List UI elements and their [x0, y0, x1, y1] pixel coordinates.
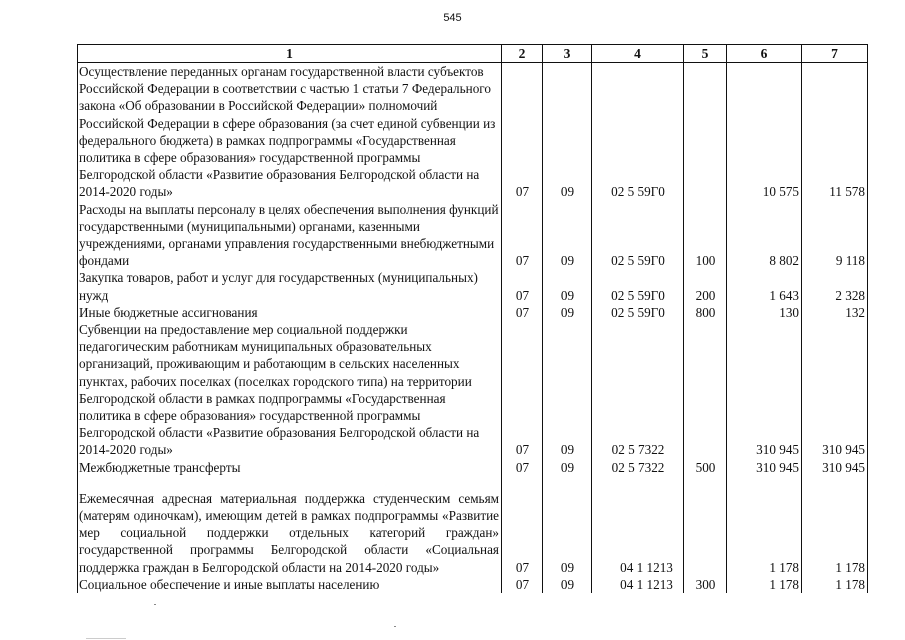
table-row [78, 576, 868, 593]
subsection-code: 09 [543, 576, 592, 593]
table-row [78, 201, 868, 270]
col-header-3: 3 [543, 45, 592, 63]
spacer-cell [802, 476, 868, 490]
expense-type-code: 500 [684, 459, 727, 476]
col-header-7: 7 [802, 45, 868, 63]
spacer-cell [78, 476, 502, 490]
expense-type-code: 300 [684, 576, 727, 593]
expense-type-code [684, 490, 727, 576]
section-code: 07 [502, 321, 543, 459]
spacer-row [78, 476, 868, 490]
target-article-code: 02 5 7322 [592, 459, 684, 476]
amount-year-2: 1 178 [802, 490, 868, 576]
amount-year-2: 11 578 [802, 63, 868, 201]
section-code: 07 [502, 490, 543, 576]
row-description: Расходы на выплаты персоналу в целях обеспечения выполнения функций государственными (муниципальными) органами, казенными учреждениями, органами управления государственными внебюджетными фондами [78, 201, 502, 270]
target-article-code: 02 5 7322 [592, 321, 684, 459]
amount-year-1: 8 802 [727, 201, 802, 270]
subsection-code: 09 [543, 304, 592, 321]
section-code: 07 [502, 201, 543, 270]
expense-type-code: 200 [684, 269, 727, 303]
subsection-code: 09 [543, 490, 592, 576]
spacer-cell [684, 476, 727, 490]
subsection-code: 09 [543, 321, 592, 459]
table-row [78, 490, 868, 576]
section-code: 07 [502, 459, 543, 476]
amount-year-2: 132 [802, 304, 868, 321]
row-description: Субвенции на предоставление мер социальной поддержки педагогическим работникам муниципальных образовательных организаций, проживающим и работающим в сельских населенных пунктах, рабочих поселках (поселках городского типа) на территории Белгородской области в рамках подпрограммы «Государственная политика в сфере образования» государственной программы Белгородской области «Развитие образования Белгородской области на 2014-2020 годы» [78, 321, 502, 459]
spacer-cell [543, 476, 592, 490]
amount-year-2: 1 178 [802, 576, 868, 593]
spacer-cell [592, 476, 684, 490]
page-number: 545 [443, 12, 462, 24]
spacer-cell [727, 476, 802, 490]
scan-dot [154, 604, 156, 605]
subsection-code: 09 [543, 201, 592, 270]
row-description: Закупка товаров, работ и услуг для государственных (муниципальных) нужд [78, 269, 502, 303]
amount-year-1: 1 643 [727, 269, 802, 303]
target-article-code: 02 5 59Г0 [592, 201, 684, 270]
scan-smudge [86, 638, 126, 639]
col-header-4: 4 [592, 45, 684, 63]
col-header-2: 2 [502, 45, 543, 63]
expense-type-code [684, 321, 727, 459]
amount-year-1: 1 178 [727, 576, 802, 593]
amount-year-1: 130 [727, 304, 802, 321]
expense-type-code: 800 [684, 304, 727, 321]
target-article-code: 04 1 1213 [592, 576, 684, 593]
header-row [78, 45, 868, 63]
amount-year-2: 310 945 [802, 459, 868, 476]
expense-type-code: 100 [684, 201, 727, 270]
scan-dot [394, 626, 396, 627]
scan-artifacts [0, 600, 905, 640]
col-header-6: 6 [727, 45, 802, 63]
amount-year-1: 310 945 [727, 459, 802, 476]
table-row [78, 304, 868, 321]
target-article-code: 02 5 59Г0 [592, 269, 684, 303]
col-header-5: 5 [684, 45, 727, 63]
subsection-code: 09 [543, 459, 592, 476]
amount-year-1: 10 575 [727, 63, 802, 201]
section-code: 07 [502, 63, 543, 201]
amount-year-2: 9 118 [802, 201, 868, 270]
expense-type-code [684, 63, 727, 201]
table-row [78, 321, 868, 459]
amount-year-1: 310 945 [727, 321, 802, 459]
amount-year-2: 2 328 [802, 269, 868, 303]
target-article-code: 04 1 1213 [592, 490, 684, 576]
section-code: 07 [502, 269, 543, 303]
row-description: Иные бюджетные ассигнования [78, 304, 502, 321]
spacer-cell [502, 476, 543, 490]
row-description: Ежемесячная адресная материальная поддержка студенческим семьям (матерям одиночкам), имеющим детей в рамках подпрограммы «Развитие мер социальной поддержки отдельных категорий граждан» государственной программы Белгородской области «Социальная поддержка граждан в Белгородской области на 2014-2020 годы» [78, 490, 502, 576]
col-header-1: 1 [78, 45, 502, 63]
budget-table [77, 44, 868, 593]
row-description: Межбюджетные трансферты [78, 459, 502, 476]
section-code: 07 [502, 304, 543, 321]
row-description: Осуществление переданных органам государственной власти субъектов Российской Федерации в соответствии с частью 1 статьи 7 Федерального закона «Об образовании в Российской Федерации» полномочий Российской Федерации в сфере образования (за счет единой субвенции из федерального бюджета) в рамках подпрограммы «Государственная политика в сфере образования» государственной программы Белгородской области «Развитие образования Белгородской области на 2014-2020 годы» [78, 63, 502, 201]
row-description: Социальное обеспечение и иные выплаты населению [78, 576, 502, 593]
subsection-code: 09 [543, 63, 592, 201]
target-article-code: 02 5 59Г0 [592, 304, 684, 321]
amount-year-2: 310 945 [802, 321, 868, 459]
subsection-code: 09 [543, 269, 592, 303]
target-article-code: 02 5 59Г0 [592, 63, 684, 201]
table-row [78, 269, 868, 303]
amount-year-1: 1 178 [727, 490, 802, 576]
section-code: 07 [502, 576, 543, 593]
table-row [78, 63, 868, 201]
table-row [78, 459, 868, 476]
